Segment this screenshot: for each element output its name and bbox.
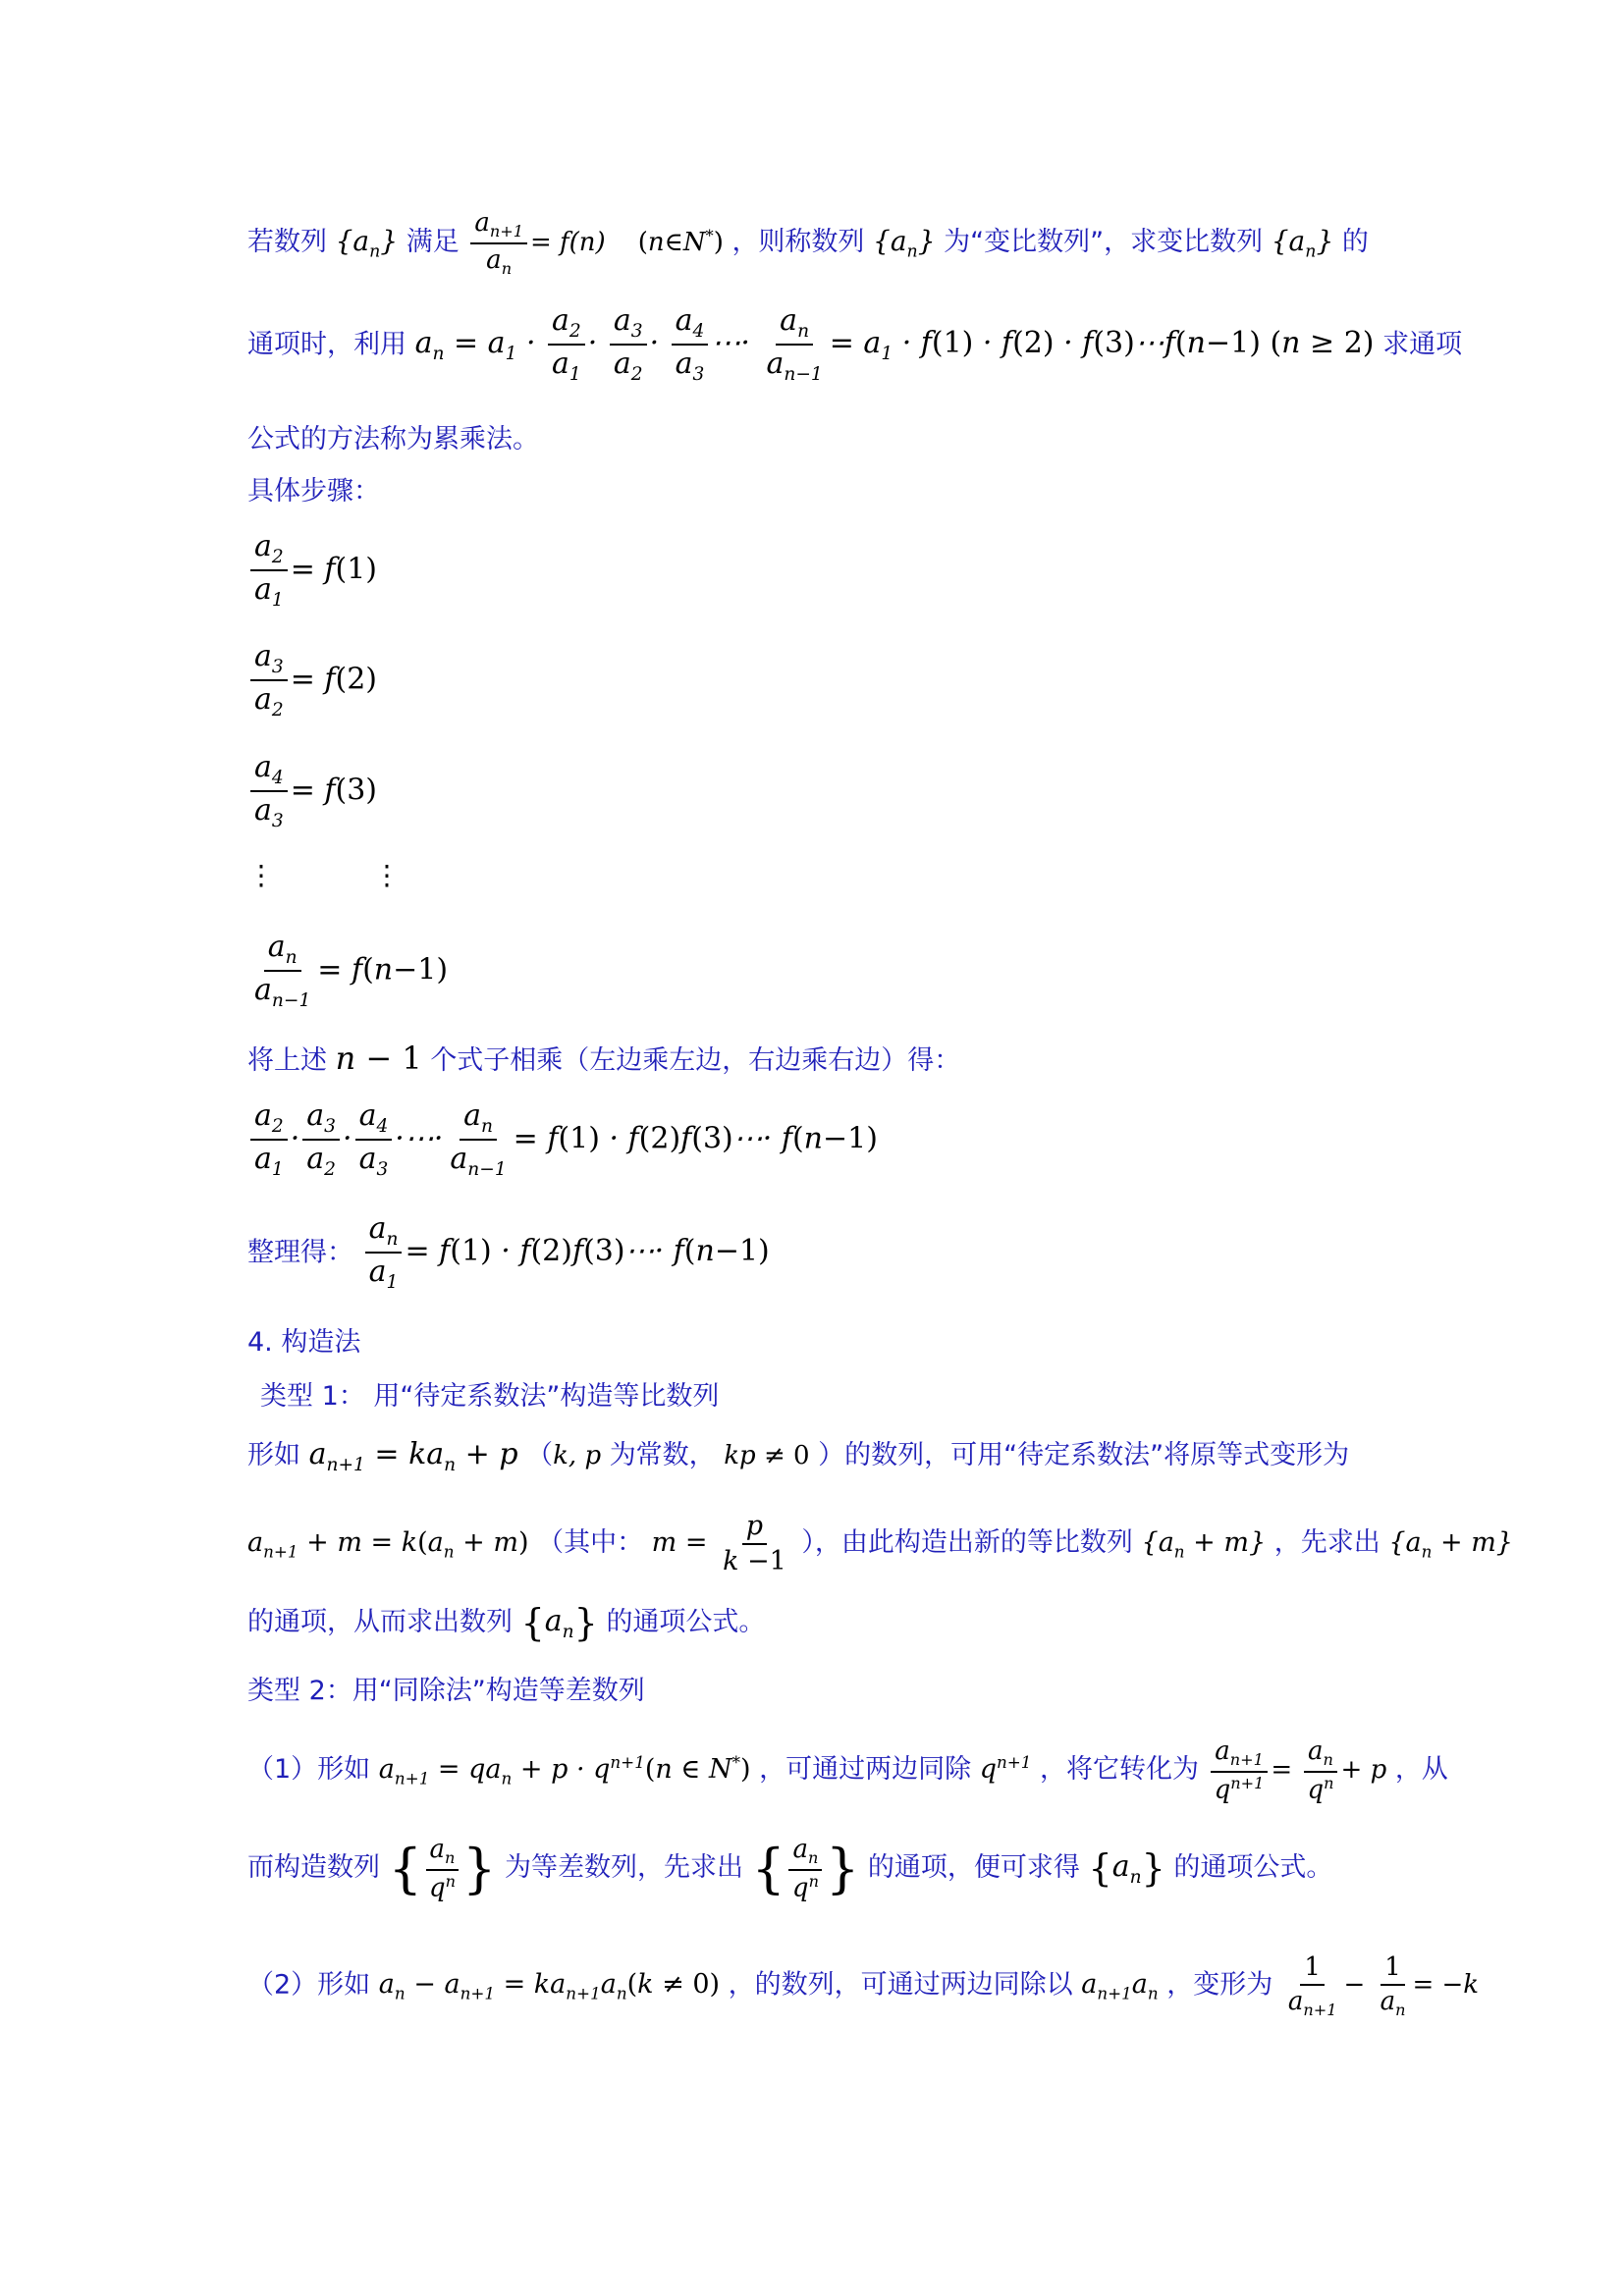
type2-p1-text-g: 的通项，便可求得: [867, 1852, 1080, 1884]
intro-line-1: 若数列 $\{a_n\}$ 满足 $\frac{a_{n+1}}{a_n}$ = f(n) (n∈N*) ，则称数列 $\{a_n\}$ 为“变比数列”，求变比数列 $\{a_n\}$ 的: [247, 208, 1369, 279]
steps-title: 具体步骤：: [247, 476, 380, 507]
intro-text-6: 通项时，利用: [247, 329, 406, 360]
type1-text-2: 为常数，: [609, 1440, 716, 1470]
arrange-line: 整理得： $\frac{a_n}{a_1}$ = f(1) · f(2)f(3)⋯· f(n−1): [247, 1211, 770, 1294]
type1-line-1: 形如 $a_{n+1} = ka_n + p$ （k, p 为常数， kp ≠ 0 ）的数列，可用“待定系数法”将原等式变形为: [247, 1437, 1350, 1475]
type1-title: 类型 1： 用“待定系数法”构造等比数列: [260, 1381, 720, 1412]
type2-p1-line-2: 而构造数列 { $\frac{a_n}{q^n}$ } 为等差数列，先求出 { $\frac{a_n}{q^n}$ } 的通项，便可求得 $\{a_n\}$ 的通项公式。: [247, 1835, 1333, 1903]
type2-p1-text-e: 而构造数列: [247, 1852, 380, 1884]
type2-p1-text-h: 的通项公式。: [1173, 1852, 1333, 1884]
type1-text-7: 的通项，从而求出数列: [247, 1607, 513, 1637]
intro-line-3: 公式的方法称为累乘法。: [247, 424, 539, 454]
type1-text-4: （其中：: [537, 1527, 644, 1559]
type1-text-1: 形如: [247, 1440, 300, 1470]
step-eq-3: $\frac{a_4}{a_3}$ = f(3): [247, 751, 377, 832]
intro-text-7: 求通项: [1382, 329, 1463, 360]
type2-p2-line: （2）形如 $a_n - a_{n+1} = ka_{n+1}a_n(k \ne 0)$ ，的数列，可通过两边同除以 $a_{n+1}a_n$ ，变形为 $\frac{1}{a_{n+1}}$ − $\frac{1}{a_n}$ = −k: [247, 1952, 1480, 2019]
intro-text-1: 若数列: [247, 226, 327, 257]
type2-p1-line-1: （1）形如 $a_{n+1} = qa_n + p \cdot q^{n+1}(n$ ∈ N*) ，可通过两边同除 $q^{n+1}$ ，将它转化为 $\frac{a_{n+1}}{q^{n+1}}$ = $\frac{a_n}{q^n}$ + p ，从: [247, 1736, 1448, 1805]
type2-p1-text-b: ，可通过两边同除: [759, 1754, 972, 1786]
type1-text-3: ）的数列，可用“待定系数法”将原等式变形为: [818, 1440, 1350, 1470]
type2-p2-text-b: ，的数列，可通过两边同除以: [728, 1969, 1073, 2001]
arrange-text: 整理得：: [247, 1237, 353, 1268]
intro-line-2: 通项时，利用 $a_n = a_1$ · $\frac{a_2}{a_1}$ · $\frac{a_3}{a_2}$ · $\frac{a_4}{a_3}$ ⋯· $\frac{a_n}{a_{n-1}}$ = $a_1 \cdot f(1) \cdot f(2)$ · f(3)⋯f(n−1) (n ≥ 2) 求通项: [247, 303, 1463, 386]
multiply-line: 将上述 n − 1 个式子相乘（左边乘左边，右边乘右边）得：: [247, 1040, 961, 1077]
intro-text-2: 满足: [406, 226, 460, 257]
intro-text-3: ，则称数列: [731, 226, 865, 257]
multiply-prefix: 将上述: [247, 1045, 327, 1076]
product-eq: $\frac{a_2}{a_1}$ · $\frac{a_3}{a_2}$ · $\frac{a_4}{a_3}$ ·⋯· $\frac{a_n}{a_{n-1}}$ = f(1) · f(2)f(3)⋯· f(n−1): [247, 1099, 878, 1181]
type2-p1-text-c: ，将它转化为: [1040, 1754, 1200, 1786]
intro-text-5: 的: [1341, 226, 1369, 257]
type1-line-3: 的通项，从而求出数列 $\{a_n\}$ 的通项公式。: [247, 1601, 766, 1644]
section-4-title: 4. 构造法: [247, 1327, 361, 1358]
vertical-ellipsis: ⋮ ⋮: [247, 859, 401, 891]
type1-line-2: $a_{n+1} + m = k(a_n + m)$ （其中： m = $\frac{p}{k -1}$ ），由此构造出新的等比数列 $\{a_n + m\}$ ，先求出 $\{a_n + m\}$: [247, 1511, 1513, 1576]
type1-text-8: 的通项公式。: [606, 1607, 766, 1637]
type1-text-5: ），由此构造出新的等比数列: [801, 1527, 1133, 1559]
multiply-text: 个式子相乘（左边乘左边，右边乘右边）得：: [430, 1045, 961, 1076]
step-eq-1: $\frac{a_2}{a_1}$ = f(1): [247, 530, 377, 612]
type1-text-6: ，先求出: [1273, 1527, 1380, 1559]
intro-text-4: 为“变比数列”，求变比数列: [944, 226, 1264, 257]
type2-p1-text-a: （1）形如: [247, 1754, 371, 1786]
type2-p2-text-c: ，变形为: [1166, 1969, 1273, 2001]
type2-title: 类型 2：用“同除法”构造等差数列: [247, 1676, 645, 1706]
type2-p2-text-a: （2）形如: [247, 1969, 371, 2001]
type2-p1-text-d: ，从: [1394, 1754, 1448, 1786]
step-eq-n: $\frac{a_n}{a_{n-1}}$ = f(n−1): [254, 930, 449, 1012]
step-eq-2: $\frac{a_3}{a_2}$ = f(2): [247, 640, 377, 721]
type2-p1-text-f: 为等差数列，先求出: [504, 1852, 743, 1884]
